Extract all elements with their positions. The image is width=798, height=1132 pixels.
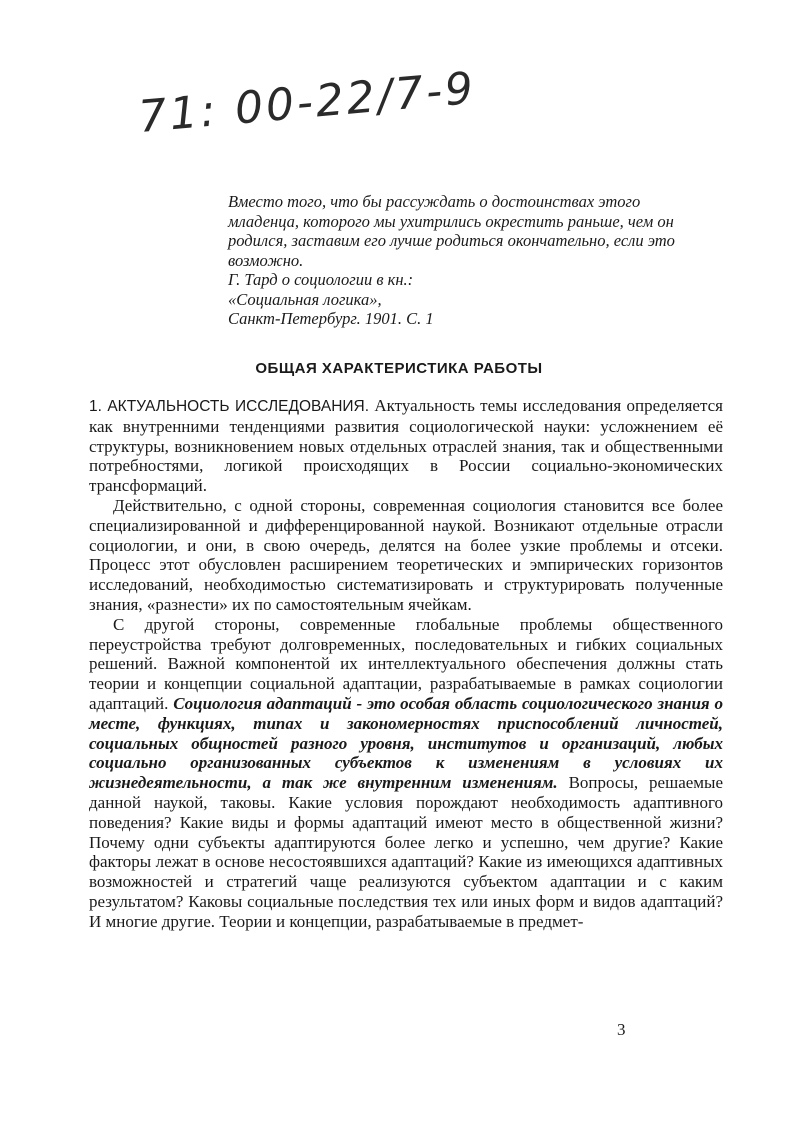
- epigraph-text: Вместо того, что бы рассуждать о достоинствах этого младенца, которого мы ухитрились окрестить раньше, чем он родился, заставим его лучше родиться окончательно, если это возможно.: [228, 192, 675, 270]
- section-heading: ОБЩАЯ ХАРАКТЕРИСТИКА РАБОТЫ: [255, 360, 543, 377]
- epigraph-attribution-1: Г. Тард о социологии в кн.:: [228, 270, 414, 289]
- page-number: 3: [617, 1020, 626, 1039]
- paragraph-3: [89, 615, 723, 932]
- epigraph-attribution-2: «Социальная логика»,: [228, 289, 382, 309]
- paragraph-1: [89, 396, 723, 496]
- paragraph-2: Действительно, с одной стороны, современная социология становится все более специализированной и дифференцированной наукой. Возникают отдельные отрасли социологии, и они, в свою очередь, делятся на более узкие проблемы и отсеки. Процесс этот обусловлен расширением теоретических и эмпирических горизонтов исследований, необходимостью систематизировать и структурировать полученные знания, «разнести» их по самостоятельным ячейкам.: [89, 495, 723, 614]
- paragraph-3-text-a: С другой стороны, современные глобальные проблемы общественного переустройства требуют долговременных, последовательных и гибких социальных решений. Важной компонентой их интеллектуального обеспечения должны стать теории и концепции социальной адаптации, разрабатываемые в рамках социологии адаптаций.: [89, 614, 723, 713]
- epigraph-attribution-3: Санкт-Петербург. 1901. С. 1: [228, 309, 434, 328]
- epigraph: [228, 192, 708, 329]
- body-text: [89, 396, 723, 932]
- paragraph-3-definition: Социология адаптаций - это особая область социологического знания о месте, функциях, типах и закономерностях приспособлений личностей, социальных общностей разного уровня, институтов и организаций, любых социально организованных субъектов к изменениям в условиях их жизнедеятельности, а так же внутренним изменениям.: [89, 693, 724, 793]
- section-label: 1. АКТУАЛЬНОСТЬ ИССЛЕДОВАНИЯ.: [89, 398, 370, 415]
- paragraph-3-text-b: Вопросы, решаемые данной наукой, таковы. Какие условия порождают необходимость адаптивного поведения? Какие виды и формы адаптаций имеют место в общественной жизни? Почему одни субъекты адаптируются более легко и успешно, чем другие? Какие факторы лежат в основе несостоявшихся адаптаций? Какие из имеющихся адаптивных возможностей и стратегий чаще реализуются субъектом адаптации и с каким результатом? Каковы социальные последствия тех или иных форм и видов адаптаций? И многие другие. Теории и концепции, разрабатываемые в предмет-: [89, 773, 724, 931]
- paragraph-1-text: Актуальность темы исследования определяется как внутренними тенденциями развития социологической науки: усложнением её структуры, возникновением новых отдельных отраслей знания, так и общественными потребностями, логикой происходящих в России социально-экономических трансформаций.: [89, 396, 723, 496]
- archive-mark: 71: 00-22/7-9: [136, 62, 479, 143]
